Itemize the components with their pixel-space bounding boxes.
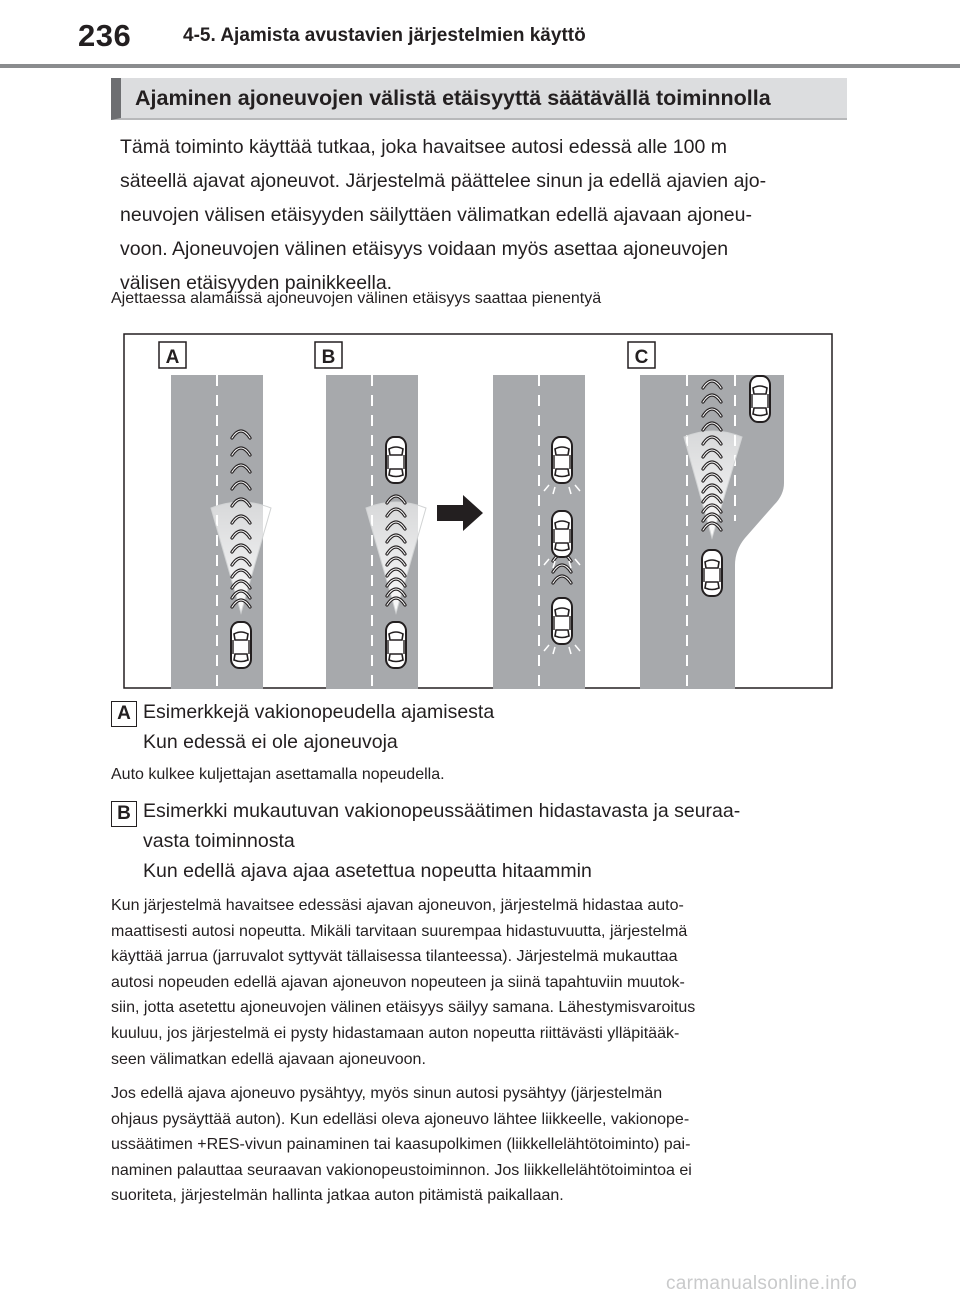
merging-car-c: [750, 376, 770, 422]
cruise-control-diagram: [123, 333, 833, 689]
text-line: kuuluu, jos järjestelmä ei pysty hidastamaan auton nopeutta riittävästi ylläpitääk-: [111, 1024, 680, 1042]
item-a-title-line: Esimerkkejä vakionopeudella ajamisesta: [143, 701, 495, 723]
text-line: ohjaus pysäyttää auton). Kun edelläsi oleva ajoneuvo lähtee liikkeelle, vakionope-: [111, 1110, 690, 1128]
intro-line: Tämä toiminto käyttää tutkaa, joka havaitsee autosi edessä alle 100 m: [120, 136, 728, 158]
scenario-label-a: [159, 342, 186, 368]
item-b-label-box: B: [111, 801, 137, 827]
item-a-title: [143, 697, 494, 757]
svg-text:C: C: [634, 347, 649, 368]
own-car-c: [702, 550, 722, 596]
intro-paragraph: [120, 130, 836, 300]
text-line: käyttää jarrua (jarruvalot syttyvät tällaisessa tilanteessa). Järjestelmä mukauttaa: [111, 948, 678, 966]
item-b-title-line: vasta toiminnosta: [143, 830, 295, 852]
scenario-label-c: [628, 342, 655, 368]
text-line: suoriteta, järjestelmän hallinta jatkaa auton pitämistä paikallaan.: [111, 1187, 564, 1205]
own-car-b: [386, 622, 406, 668]
text-line: naminen palauttaa seuraavan vakionopeustoiminnon. Jos liikkellelähtötoimintoa ei: [111, 1161, 692, 1179]
section-heading: [111, 78, 847, 120]
watermark: carmanualsonline.info: [666, 1273, 858, 1294]
downhill-note: Ajettaessa alamäissä ajoneuvojen välinen etäisyys saattaa pienentyä: [111, 290, 602, 307]
header-rule: [0, 64, 960, 68]
text-line: Jos edellä ajava ajoneuvo pysähtyy, myös sinun autosi pysähtyy (järjestelmän: [111, 1085, 663, 1102]
item-b-title: [143, 796, 740, 886]
text-line: maattisesti autosi nopeutta. Mikäli tarvitaan suurempaa hidastuvuutta, järjestelmä: [111, 922, 688, 940]
item-a-label-box: A: [111, 701, 137, 727]
text-line: siin, jotta asetettu ajoneuvojen välinen etäisyys säilyy samana. Lähestymisvaroitus: [111, 999, 696, 1017]
item-a-body: Auto kulkee kuljettajan asettamalla nopeudella.: [111, 766, 445, 783]
following-car-b-after: [552, 598, 572, 644]
scenario-label-b: [315, 342, 342, 368]
item-b-paragraph-1: [111, 893, 841, 1072]
text-line: seen välimatkan edellä ajavaan ajoneuvoon.: [111, 1050, 426, 1068]
item-b-title-line: Esimerkki mukautuvan vakionopeussäätimen hidastavasta ja seuraa-: [143, 800, 741, 822]
text-line: ussäätimen +RES-vivun painaminen tai kaasupolkimen (liikkellelähtötoiminto) pai-: [111, 1136, 691, 1154]
lead-car-b: [386, 437, 406, 483]
intro-line: säteellä ajavat ajoneuvot. Järjestelmä päättelee sinun ja edellä ajavien ajo-: [120, 170, 767, 192]
svg-text:B: B: [321, 347, 336, 368]
own-car-b-after: [552, 511, 572, 557]
section-heading-text: Ajaminen ajoneuvojen välistä etäisyyttä säätävällä toiminnolla: [135, 86, 771, 110]
text-line: Kun järjestelmä havaitsee edessäsi ajavan ajoneuvon, järjestelmä hidastaa auto-: [111, 897, 684, 914]
item-a-subtitle: Kun edessä ei ole ajoneuvoja: [143, 731, 398, 753]
intro-line: voon. Ajoneuvojen välinen etäisyys voidaan myös asettaa ajoneuvojen: [120, 238, 729, 260]
item-b-subtitle: Kun edellä ajava ajaa asetettua nopeutta hitaammin: [143, 860, 592, 882]
chapter-title: 4-5. Ajamista avustavien järjestelmien käyttö: [183, 25, 586, 46]
item-b-paragraph-2: [111, 1081, 841, 1209]
lead-car-b-after: [552, 437, 572, 483]
page-number: 236: [78, 18, 132, 53]
own-car-a: [231, 622, 251, 668]
text-line: autosi nopeuden edellä ajavan ajoneuvon nopeuteen ja siinä tapahtuviin muutok-: [111, 973, 685, 991]
intro-line: välisen etäisyyden painikkeella.: [120, 272, 393, 294]
svg-text:A: A: [165, 347, 180, 368]
intro-line: neuvojen välisen etäisyyden säilyttäen välimatkan edellä ajavaan ajoneu-: [120, 204, 752, 226]
